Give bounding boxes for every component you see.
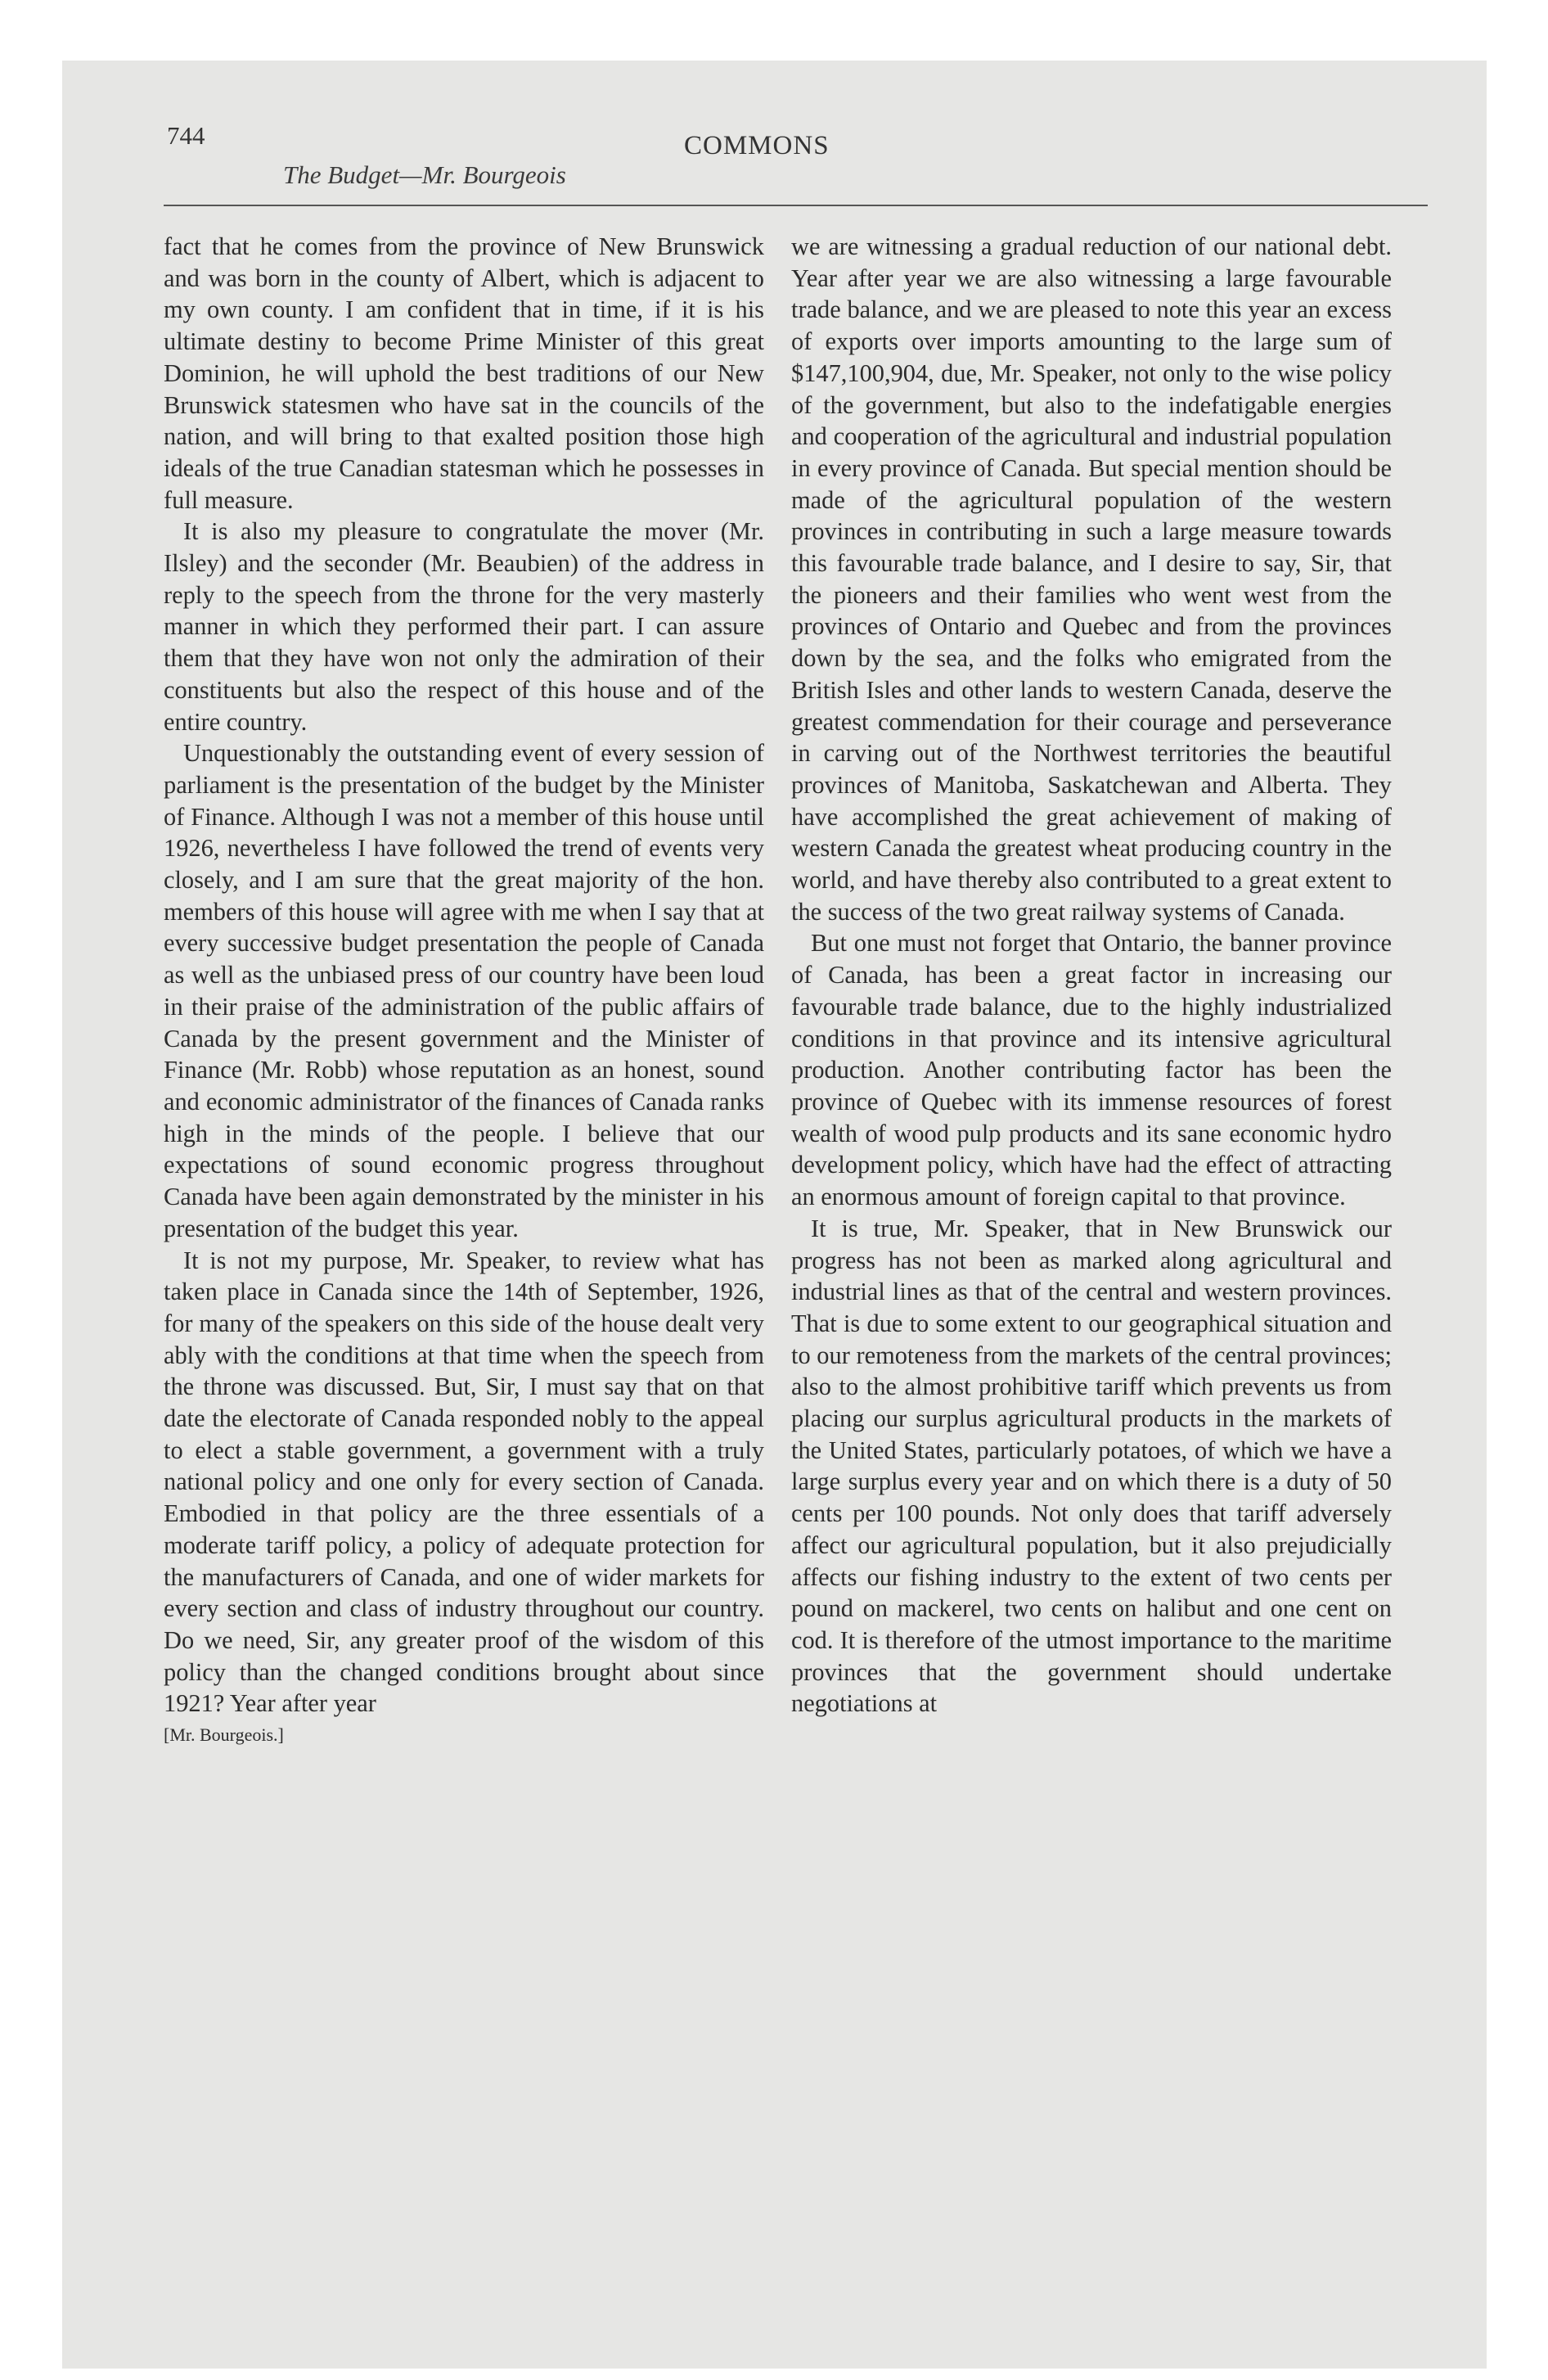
paragraph: It is true, Mr. Speaker, that in New Brunswick our progress has not been as marked along agricultural and industrial lines as that of the central and western provinces. That is due to some extent to our geographical situation and to our remoteness from the markets of the central provinces; also to the almost prohibitive tariff which prevents us from placing our surplus agricultural products in the markets of the United States, particularly potatoes, of which we have a large surplus every year and on which there is a duty of 50 cents per 100 pounds. Not only does that tariff adversely affect our agricultural population, but it also prejudicially affects our fishing industry to the extent of two cents per pound on mackerel, two cents on halibut and one cent on cod. It is therefore of the utmost importance to the maritime provinces that the government should undertake negotiations at: [791, 1214, 1392, 1718]
page-number: 744: [167, 121, 205, 150]
paragraph: we are witnessing a gradual reduction of our national debt. Year after year we are also witnessing a large favourable trade balance, and we are pleased to note this year an excess of exports over imports amounting to the large sum of $147,100,904, due, Mr. Speaker, not only to the wise policy of the government, but also to the indefatigable energies and cooperation of the agricultural and industrial population in every province of Canada. But special mention should be made of the agricultural population of the western provinces in contributing in such a large measure towards this favourable trade balance, and I desire to say, Sir, that the pioneers and their families who went west from the provinces of Ontario and Quebec and from the provinces down by the sea, and the folks who emigrated from the British Isles and other lands to western Canada, deserve the greatest commendation for their courage and perseverance in carving out of the Northwest territories the beautiful provinces of Manitoba, Saskatchewan and Alberta. They have accomplished the great achievement of making of western Canada the greatest wheat producing country in the world, and have thereby also contributed to a great extent to the success of the two great railway systems of Canada.: [791, 232, 1392, 926]
paragraph: Unquestionably the outstanding event of every session of parliament is the presentation of the budget by the Minister of Finance. Although I was not a member of this house until 1926, nevertheless I have followed the trend of events very closely, and I am sure that the great majority of the hon. members of this house will agree with me when I say that at every successive budget presentation the people of Canada as well as the unbiased press of our country have been loud in their praise of the administration of the public affairs of Canada by the present government and the Minister of Finance (Mr. Robb) whose reputation as an honest, sound and economic administrator of the finances of Canada ranks high in the minds of the people. I believe that our expectations of sound economic progress throughout Canada have been again demonstrated by the minister in his presentation of the budget this year.: [164, 739, 764, 1242]
speaker-attribution: [Mr. Bourgeois.]: [164, 1724, 284, 1746]
running-head: The Budget—Mr. Bourgeois: [283, 160, 566, 189]
paragraph: It is also my pleasure to congratulate the mover (Mr. Ilsley) and the seconder (Mr. Beaubien) of the address in reply to the speech from the throne for the very masterly manner in which they performed their part. I can assure them that they have won not only the admiration of their constituents but also the respect of this house and of the entire country.: [164, 517, 764, 736]
right-column: [791, 231, 1392, 1720]
paragraph: It is not my purpose, Mr. Speaker, to review what has taken place in Canada since the 14th of September, 1926, for many of the speakers on this side of the house dealt very ably with the conditions at that time when the speech from the throne was discussed. But, Sir, I must say that on that date the electorate of Canada responded nobly to the appeal to elect a stable government, a government with a truly national policy and one only for every section of Canada. Embodied in that policy are the three essentials of a moderate tariff policy, a policy of adequate protection for the manufacturers of Canada, and one of wider markets for every section and class of industry throughout our country. Do we need, Sir, any greater proof of the wisdom of this policy than the changed conditions brought about since 1921? Year after year: [164, 1246, 764, 1718]
paragraph: But one must not forget that Ontario, the banner province of Canada, has been a great factor in increasing our favourable trade balance, due to the highly industrialized conditions in that province and its intensive agricultural production. Another contributing factor has been the province of Quebec with its immense resources of forest wealth of wood pulp products and its sane economic hydro development policy, which have had the effect of attracting an enormous amount of foreign capital to that province.: [791, 929, 1392, 1211]
left-column: [164, 231, 764, 1747]
header-rule: [164, 205, 1428, 206]
paragraph: fact that he comes from the province of New Brunswick and was born in the county of Albert, which is adjacent to my own county. I am confident that in time, if it is his ultimate destiny to become Prime Minister of this great Dominion, he will uphold the best traditions of our New Brunswick statesmen who have sat in the councils of the nation, and will bring to that exalted position those high ideals of the true Canadian statesman which he possesses in full measure.: [164, 232, 764, 514]
section-title: COMMONS: [684, 131, 830, 160]
